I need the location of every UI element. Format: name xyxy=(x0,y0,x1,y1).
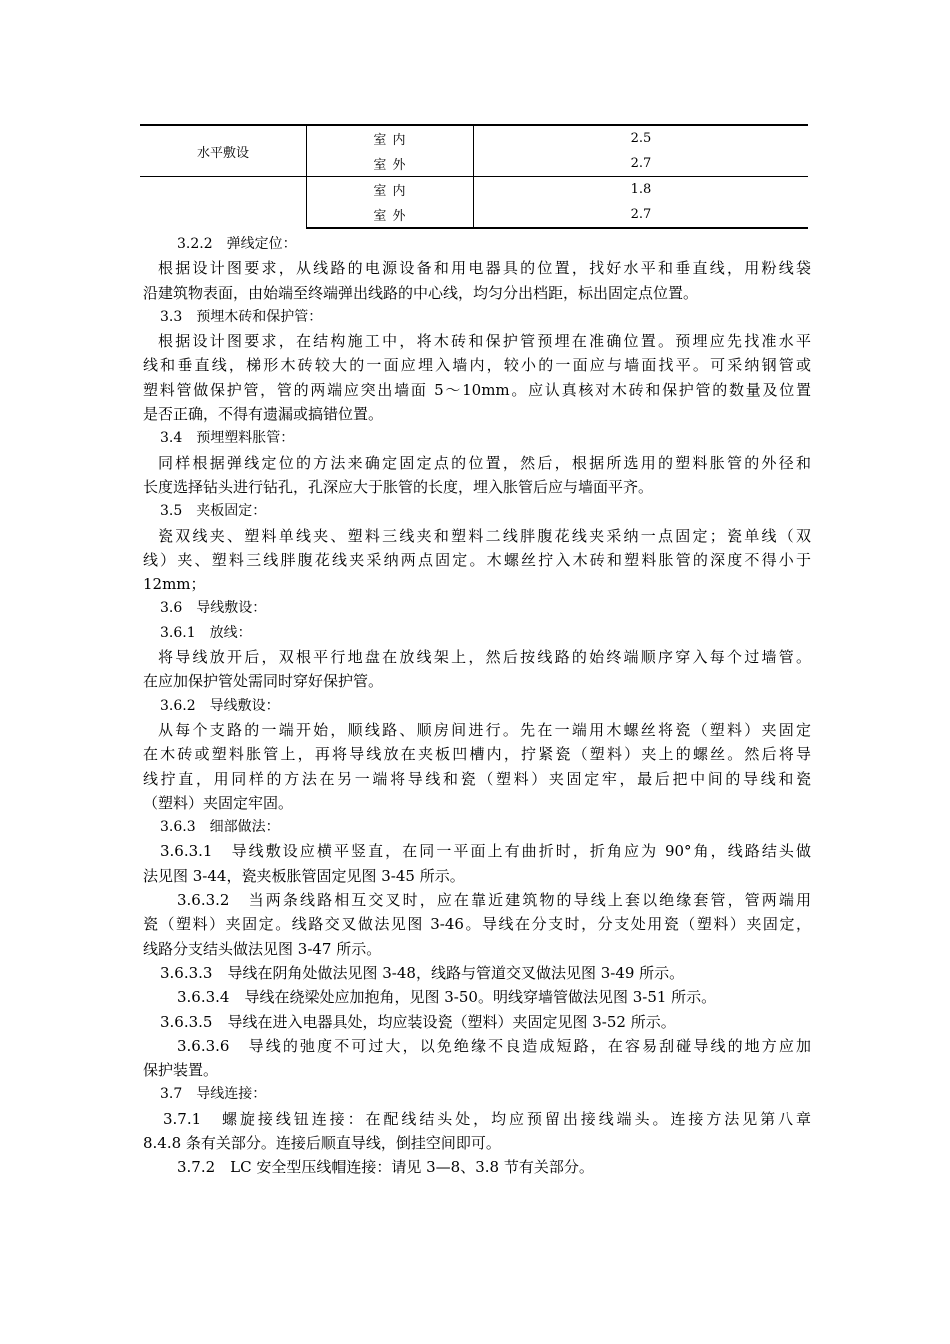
table-cell-location: 室 内 xyxy=(307,177,474,203)
section-heading: 3.2.2 弹线定位： xyxy=(177,236,297,252)
section-heading: 3.6 导线敷设： xyxy=(160,600,267,617)
table-cell-group xyxy=(140,177,307,229)
table-row xyxy=(140,125,808,151)
text-line: 3.6.3.4 导线在绕梁处应加抱角，见图 3-50。明线穿墙管做法见图 3-51 所示。 xyxy=(177,988,717,1007)
text-line: 在木砖或塑料胀管上，再将导线放在夹板凹槽内，拧紧瓷（塑料）夹上的螺丝。然后将导 xyxy=(143,745,811,764)
text-line: 3.6.3.3 导线在阴角处做法见图 3-48，线路与管道交叉做法见图 3-49 所示。 xyxy=(160,963,685,982)
spacing-table xyxy=(140,124,808,229)
table-row xyxy=(140,177,808,203)
section-heading: 3.3 预埋木砖和保护管： xyxy=(160,308,323,325)
text-line: 瓷双线夹、塑料单线夹、塑料三线夹和塑料二线胖腹花线夹采纳一点固定；瓷单线（双 xyxy=(158,526,811,545)
section-heading: 3.6.2 导线敷设： xyxy=(160,697,280,714)
text-line: 将导线放开后，双根平行地盘在放线架上，然后按线路的始终端顺序穿入每个过墙管。 xyxy=(158,648,811,667)
text-line: 3.6.3.5 导线在进入电器具处，均应装设瓷（塑料）夹固定见图 3-52 所示。 xyxy=(160,1012,676,1031)
text-line: 3.7.2 LC 安全型压线帽连接：请见 3—8、3.8 节有关部分。 xyxy=(177,1158,594,1177)
text-line: 3.6.3.6 导线的弛度不可过大，以免绝缘不良造成短路，在容易刮碰导线的地方应加 xyxy=(177,1036,811,1055)
text-line: 沿建筑物表面，由始端至终端弹出线路的中心线，均匀分出档距，标出固定点位置。 xyxy=(143,283,699,302)
text-line: 瓷（塑料）夹固定。线路交叉做法见图 3-46。导线在分支时，分支处用瓷（塑料）夹固定， xyxy=(143,915,811,934)
text-line: 根据设计图要求，从线路的电源设备和用电器具的位置，找好水平和垂直线，用粉线袋 xyxy=(158,259,811,278)
body-text xyxy=(143,232,811,1180)
text-line: 线拧直，用同样的方法在另一端将导线和瓷（塑料）夹固定牢，最后把中间的导线和瓷 xyxy=(143,769,811,788)
table-cell-value: 2.5 xyxy=(474,125,809,151)
text-line: 12mm； xyxy=(143,575,206,594)
section-heading: 3.6.1 放线： xyxy=(160,624,252,641)
table-cell-location: 室 外 xyxy=(307,151,474,177)
text-line: 线和垂直线，梯形木砖较大的一面应埋入墙内，较小的一面应与墙面找平。可采纳钢管或 xyxy=(143,356,811,375)
table-cell-group: 水平敷设 xyxy=(140,125,307,177)
table-cell-value: 2.7 xyxy=(630,156,652,171)
text-line: 3.7.1 螺旋接线钮连接：在配线结头处，均应预留出接线端头。连接方法见第八章 xyxy=(163,1109,811,1128)
table-cell-location: 室 外 xyxy=(307,202,474,228)
text-line: 在应加保护管处需同时穿好保护管。 xyxy=(143,672,384,691)
text-line: （塑料）夹固定牢固。 xyxy=(143,793,294,812)
table-cell-location: 室 内 xyxy=(307,125,474,151)
text-line: 塑料管做保护管，管的两端应突出墙面 5～10mm。应认真核对木砖和保护管的数量及位置 xyxy=(143,380,811,399)
text-line: 线路分支结头做法见图 3-47 所示。 xyxy=(143,939,382,958)
text-line: 同样根据弹线定位的方法来确定固定点的位置，然后，根据所选用的塑料胀管的外径和 xyxy=(158,453,811,472)
table-cell-value: 1.8 xyxy=(474,177,809,203)
text-line: 保护装置。 xyxy=(143,1061,219,1080)
table-cell-value: 2.7 xyxy=(474,202,809,228)
text-line: 8.4.8 条有关部分。连接后顺直导线，倒挂空间即可。 xyxy=(143,1133,501,1152)
section-heading: 3.5 夹板固定： xyxy=(160,503,267,520)
text-line: 从每个支路的一端开始，顺线路、顺房间进行。先在一端用木螺丝将瓷（塑料）夹固定 xyxy=(158,720,811,739)
text-line: 线）夹、塑料三线胖腹花线夹采纳两点固定。木螺丝拧入木砖和塑料胀管的深度不得小于 xyxy=(143,550,811,569)
section-heading: 3.6.3 细部做法： xyxy=(160,819,280,836)
text-line: 是否正确，不得有遗漏或搞错位置。 xyxy=(143,405,384,424)
text-line: 3.6.3.1 导线敷设应横平竖直，在同一平面上有曲折时，折角应为 90°角，线路结头做 xyxy=(160,842,811,861)
section-heading: 3.7 导线连接： xyxy=(160,1086,267,1103)
text-line: 根据设计图要求，在结构施工中，将木砖和保护管预埋在准确位置。预埋应先找准水平 xyxy=(158,332,811,351)
text-line: 3.6.3.2 当两条线路相互交叉时，应在靠近建筑物的导线上套以绝缘套管，管两端用 xyxy=(177,891,811,910)
text-line: 法见图 3-44，瓷夹板胀管固定见图 3-45 所示。 xyxy=(143,866,465,885)
section-heading: 3.4 预埋塑料胀管： xyxy=(160,430,295,447)
text-line: 长度选择钻头进行钻孔，孔深应大于胀管的长度，埋入胀管后应与墙面平齐。 xyxy=(143,477,654,496)
